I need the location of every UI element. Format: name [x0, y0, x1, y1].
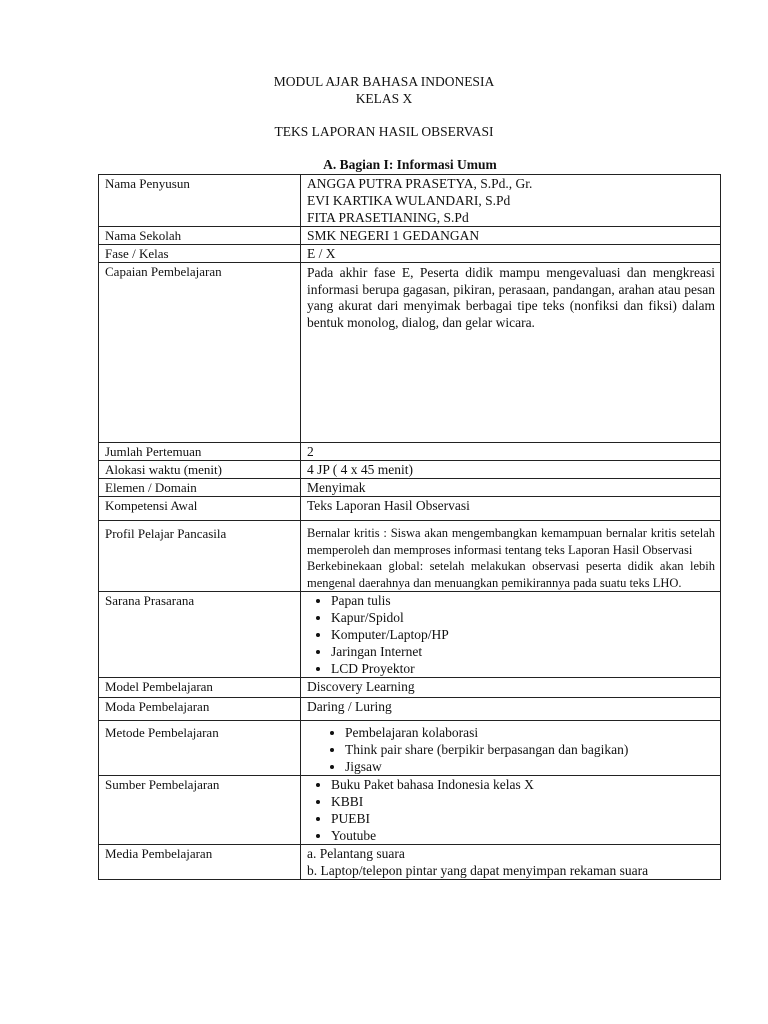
table-row: [99, 497, 721, 521]
row-label: Nama Penyusun: [99, 175, 301, 227]
row-label: Metode Pembelajaran: [99, 721, 301, 776]
row-label: Jumlah Pertemuan: [99, 443, 301, 461]
source-list: [307, 776, 715, 844]
list-item: • LCD Proyektor: [331, 660, 715, 677]
author-list: [301, 175, 721, 227]
list-item: • KBBI: [331, 793, 715, 810]
method-list: [307, 724, 715, 775]
row-value: [301, 845, 721, 880]
list-item: • PUEBI: [331, 810, 715, 827]
author-name: ANGGA PUTRA PRASETYA, S.Pd., Gr.: [307, 176, 533, 191]
author-name: EVI KARTIKA WULANDARI, S.Pd: [307, 193, 511, 208]
facility-list: [307, 592, 715, 677]
list-item: • Papan tulis: [331, 592, 715, 609]
table-row: [99, 721, 721, 776]
media-item: a. Pelantang suara: [307, 846, 405, 861]
row-value: 4 JP ( 4 x 45 menit): [301, 461, 721, 479]
table-row: [99, 461, 721, 479]
row-label: Alokasi waktu (menit): [99, 461, 301, 479]
list-item: • Kapur/Spidol: [331, 609, 715, 626]
row-label: Moda Pembelajaran: [99, 698, 301, 721]
row-label: Profil Pelajar Pancasila: [99, 521, 301, 592]
row-value: 2: [301, 443, 721, 461]
table-row: [99, 263, 721, 443]
row-value: Discovery Learning: [301, 678, 721, 698]
list-item: • Buku Paket bahasa Indonesia kelas X: [331, 776, 715, 793]
profile-paragraph: Berkebinekaan global: setelah melakukan observasi peserta didik akan lebih mengenal daerahnya dan menuangkan pemikirannya pada suatu teks LHO.: [307, 559, 715, 590]
row-value: Menyimak: [301, 479, 721, 497]
section-heading: A. Bagian I: Informasi Umum: [323, 157, 497, 172]
list-item: • Think pair share (berpikir berpasangan dan bagikan): [345, 741, 715, 758]
row-label: Sarana Prasarana: [99, 592, 301, 678]
row-value: [301, 721, 721, 776]
row-label: Model Pembelajaran: [99, 678, 301, 698]
table-row: [99, 479, 721, 497]
table-row: [99, 227, 721, 245]
table-row: [99, 678, 721, 698]
row-label: Fase / Kelas: [99, 245, 301, 263]
row-value: SMK NEGERI 1 GEDANGAN: [301, 227, 721, 245]
row-label: Kompetensi Awal: [99, 497, 301, 521]
table-row: [99, 776, 721, 845]
topic-title: TEKS LAPORAN HASIL OBSERVASI: [274, 124, 494, 139]
media-item: b. Laptop/telepon pintar yang dapat menyimpan rekaman suara: [307, 863, 649, 878]
row-value: [301, 776, 721, 845]
table-row: [99, 592, 721, 678]
row-label: Sumber Pembelajaran: [99, 776, 301, 845]
table-row: [99, 443, 721, 461]
table-row: [99, 245, 721, 263]
list-item: • Jaringan Internet: [331, 643, 715, 660]
table-row: [99, 698, 721, 721]
row-value: Daring / Luring: [301, 698, 721, 721]
row-label: Nama Sekolah: [99, 227, 301, 245]
row-label: Capaian Pembelajaran: [99, 263, 301, 443]
general-info-table: [98, 174, 721, 880]
list-item: • Youtube: [331, 827, 715, 844]
row-value: [301, 592, 721, 678]
table-row: [99, 845, 721, 880]
row-value: Pada akhir fase E, Peserta didik mampu mengevaluasi dan mengkreasi informasi berupa gagasan, pikiran, perasaan, pandangan, arahan atau pesan yang akurat dari menyimak berbagai tipe teks (nonfiksi dan fiksi) dalam bentuk monolog, dialog, dan gelar wicara.: [301, 263, 721, 443]
profile-paragraph: Bernalar kritis : Siswa akan mengembangkan kemampuan bernalar kritis setelah memperoleh dan memproses informasi tentang teks Laporan Hasil Observasi: [307, 526, 715, 557]
row-value: Teks Laporan Hasil Observasi: [301, 497, 721, 521]
row-label: Media Pembelajaran: [99, 845, 301, 880]
row-value: E / X: [301, 245, 721, 263]
list-item: • Komputer/Laptop/HP: [331, 626, 715, 643]
table-row: [99, 521, 721, 592]
list-item: • Jigsaw: [345, 758, 715, 775]
author-name: FITA PRASETIANING, S.Pd: [307, 210, 469, 225]
table-row: [99, 175, 721, 227]
class-title: KELAS X: [355, 91, 413, 106]
document-title: MODUL AJAR BAHASA INDONESIA: [273, 74, 495, 89]
row-value: [301, 521, 721, 592]
list-item: • Pembelajaran kolaborasi: [345, 724, 715, 741]
row-label: Elemen / Domain: [99, 479, 301, 497]
